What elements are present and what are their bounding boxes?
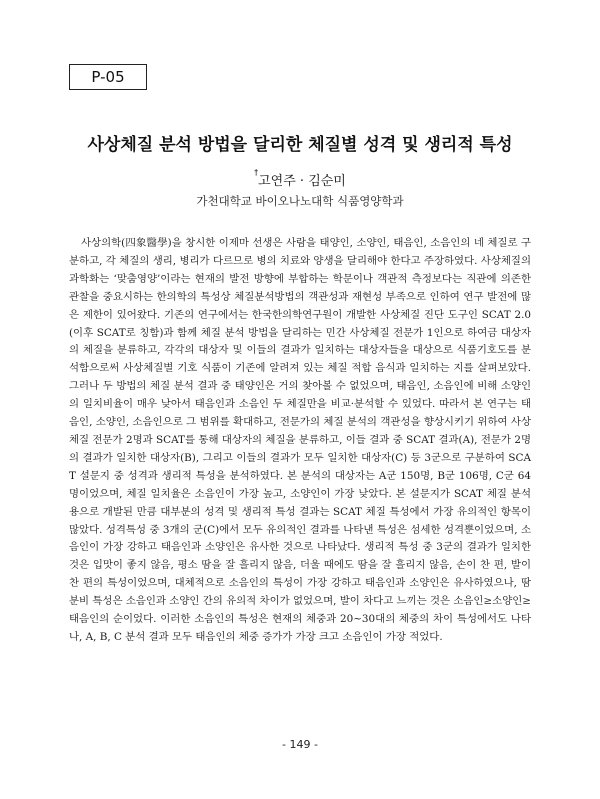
abstract-id-badge: P-05 (69, 64, 147, 90)
author-names: 고연주 · 김순미 (258, 174, 346, 189)
corresponding-author-marker: † (254, 168, 259, 177)
page-number: - 149 - (282, 738, 318, 751)
affiliation: 가천대학교 바이오나노대학 식품영양학과 (196, 194, 404, 208)
paper-title: 사상체질 분석 방법을 달리한 체질별 성격 및 생리적 특성 (87, 135, 513, 155)
author-line (0, 170, 600, 189)
abstract-body: 사상의학(四象醫學)을 창시한 이제마 선생은 사람을 태양인, 소양인, 태음인, 소음인의 네 체질로 구분하고, 각 체질의 생리, 병리가 다르므로 병의 치료와 양생을 달리해야 한다고 주장하였다. 사상체질의 과학화는 ‘맞춤영양’이라는 현재의 발전 방향에 부합하는 학문이나 객관적 측정보다는 직관에 의존한 관찰을 중요시하는 한의학의 특성상 체질분석방법의 객관성과 재현성 부족으로 인하여 연구 발전에 많은 제한이 있어왔다. 기존의 연구에서는 한국한의학연구원이 개발한 사상체질 진단 도구인 SCAT 2.0(이후 SCAT로 칭함)과 함께 체질 분석 방법을 달리하는 민간 사상체질 전문가 1인으로 하여금 대상자의 체질을 분류하고, 각각의 대상자 및 이들의 결과가 일치하는 대상자들을 대상으로 식품기호도를 분석함으로써 사상체질별 기호 식품이 기존에 알려져 있는 체질 적합 음식과 일치하는 지를 살펴보았다. 그러나 두 방법의 체질 분석 결과 중 태양인은 거의 찾아볼 수 없었으며, 태음인, 소음인에 비해 소양인의 일치비율이 매우 낮아서 태음인과 소음인 두 체질만을 비교·분석할 수 있었다. 따라서 본 연구는 태음인, 소양인, 소음인으로 그 범위를 확대하고, 전문가의 체질 분석의 객관성을 향상시키기 위하여 사상체질 전문가 2명과 SCAT를 통해 대상자의 체질을 분류하고, 이들 결과 중 SCAT 결과(A), 전문가 2명의 결과가 일치한 대상자(B), 그리고 이들의 결과가 모두 일치한 대상자(C) 등 3군으로 구분하여 SCAT 설문지 중 성격과 생리적 특성을 분석하였다. 본 분석의 대상자는 A군 150명, B군 106명, C군 64명이었으며, 체질 일치율은 소음인이 가장 높고, 소양인이 가장 낮았다. 본 설문지가 SCAT 체질 분석용으로 개발된 만큼 대부분의 성격 및 생리적 특성 결과는 SCAT 체질 특성에서 가장 유의적인 항목이 많았다. 성격특성 중 3개의 군(C)에서 모두 유의적인 결과를 나타낸 특성은 섬세한 성격뿐이었으며, 소음인이 가장 강하고 태음인과 소양인은 유사한 것으로 나타났다. 생리적 특성 중 3군의 결과가 일치한 것은 입맛이 좋지 않음, 평소 땀을 잘 흘리지 않음, 더울 때에도 땀을 잘 흘리지 않음, 손이 찬 편, 발이 찬 편의 특성이었으며, 대체적으로 소음인의 특성이 가장 강하고 태음인과 소양인은 유사하였으나, 땀 분비 특성은 소음인과 소양인 간의 유의적 차이가 없었으며, 발이 차다고 느끼는 것은 소음인≥소양인≥태음인의 순이었다. 이러한 소음인의 특성은 현재의 체중과 20~30대의 체중의 차이 특성에서도 나타나, A, B, C 분석 결과 모두 태음인의 체중 증가가 가장 크고 소음인이 가장 적었다. (69, 237, 531, 643)
